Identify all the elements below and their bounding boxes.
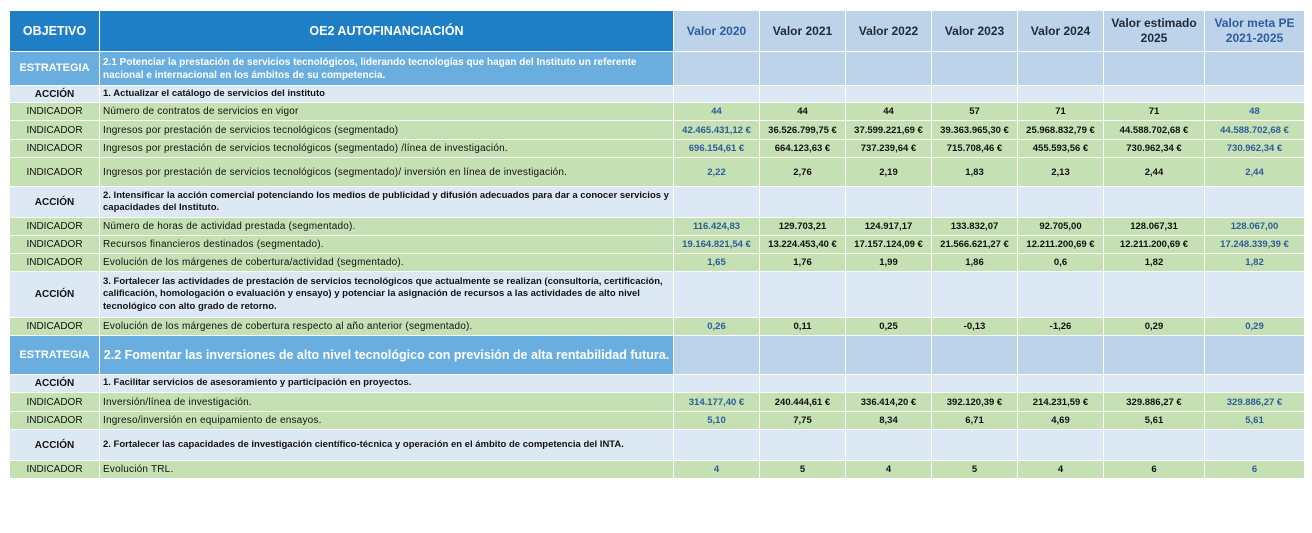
indicador-row bbox=[10, 461, 1305, 479]
indicator-value: 7,75 bbox=[760, 412, 846, 430]
indicator-value: 664.123,63 € bbox=[760, 140, 846, 158]
empty-cell bbox=[1205, 336, 1305, 375]
indicador-description: Ingresos por prestación de servicios tecnológicos (segmentado) bbox=[100, 121, 674, 140]
empty-cell bbox=[932, 430, 1018, 461]
indicador-label: INDICADOR bbox=[10, 461, 100, 479]
header-row bbox=[10, 11, 1305, 52]
indicator-value: 12.211.200,69 € bbox=[1018, 236, 1104, 254]
indicador-row bbox=[10, 254, 1305, 272]
indicator-value: 336.414,20 € bbox=[846, 393, 932, 412]
accion-row bbox=[10, 430, 1305, 461]
indicator-value: 25.968.832,79 € bbox=[1018, 121, 1104, 140]
indicator-value: 329.886,27 € bbox=[1104, 393, 1205, 412]
indicator-value: 5,10 bbox=[674, 412, 760, 430]
indicator-value: 36.526.799,75 € bbox=[760, 121, 846, 140]
indicator-value: 19.164.821,54 € bbox=[674, 236, 760, 254]
empty-cell bbox=[846, 86, 932, 103]
indicador-label: INDICADOR bbox=[10, 158, 100, 187]
indicator-value: 2,44 bbox=[1104, 158, 1205, 187]
indicador-row bbox=[10, 412, 1305, 430]
accion-label: ACCIÓN bbox=[10, 430, 100, 461]
indicator-value: 2,19 bbox=[846, 158, 932, 187]
empty-cell bbox=[932, 272, 1018, 318]
indicator-value: 2,22 bbox=[674, 158, 760, 187]
indicator-value: 39.363.965,30 € bbox=[932, 121, 1018, 140]
empty-cell bbox=[1205, 272, 1305, 318]
accion-row bbox=[10, 375, 1305, 393]
empty-cell bbox=[932, 52, 1018, 86]
empty-cell bbox=[760, 272, 846, 318]
empty-cell bbox=[674, 272, 760, 318]
indicator-value: 44 bbox=[674, 103, 760, 121]
empty-cell bbox=[1018, 187, 1104, 218]
indicator-value: 133.832,07 bbox=[932, 218, 1018, 236]
accion-description: 2. Fortalecer las capacidades de investigación científico-técnica y operación en el ámbito de competencia del INTA. bbox=[100, 430, 674, 461]
estrategia-description: 2.2 Fomentar las inversiones de alto nivel tecnológico con previsión de alta rentabilidad futura. bbox=[100, 336, 674, 375]
indicator-value: 4 bbox=[1018, 461, 1104, 479]
indicator-value: 44 bbox=[760, 103, 846, 121]
indicator-value: 71 bbox=[1018, 103, 1104, 121]
empty-cell bbox=[1018, 375, 1104, 393]
indicator-value: 1,82 bbox=[1104, 254, 1205, 272]
objectives-table-container bbox=[9, 10, 1305, 479]
indicator-value: -0,13 bbox=[932, 318, 1018, 336]
indicator-value: 730.962,34 € bbox=[1104, 140, 1205, 158]
empty-cell bbox=[760, 430, 846, 461]
indicator-value: 5,61 bbox=[1205, 412, 1305, 430]
indicator-value: 2,13 bbox=[1018, 158, 1104, 187]
empty-cell bbox=[1104, 336, 1205, 375]
indicator-value: 1,76 bbox=[760, 254, 846, 272]
indicator-value: 715.708,46 € bbox=[932, 140, 1018, 158]
header-year-2021: Valor 2021 bbox=[760, 11, 846, 52]
indicador-row bbox=[10, 140, 1305, 158]
empty-cell bbox=[760, 52, 846, 86]
indicator-value: 6 bbox=[1205, 461, 1305, 479]
indicator-value: 37.599.221,69 € bbox=[846, 121, 932, 140]
indicador-description: Evolución TRL. bbox=[100, 461, 674, 479]
indicator-value: 57 bbox=[932, 103, 1018, 121]
empty-cell bbox=[1104, 430, 1205, 461]
indicator-value: 116.424,83 bbox=[674, 218, 760, 236]
indicator-value: 5 bbox=[932, 461, 1018, 479]
empty-cell bbox=[674, 86, 760, 103]
header-year-2022: Valor 2022 bbox=[846, 11, 932, 52]
accion-row bbox=[10, 272, 1305, 318]
header-objetivo: OBJETIVO bbox=[10, 11, 100, 52]
objectives-table bbox=[9, 10, 1305, 479]
empty-cell bbox=[1104, 375, 1205, 393]
estrategia-label: ESTRATEGIA bbox=[10, 52, 100, 86]
indicator-value: -1,26 bbox=[1018, 318, 1104, 336]
indicator-value: 6 bbox=[1104, 461, 1205, 479]
indicator-value: 13.224.453,40 € bbox=[760, 236, 846, 254]
accion-row bbox=[10, 86, 1305, 103]
empty-cell bbox=[760, 187, 846, 218]
indicator-value: 8,34 bbox=[846, 412, 932, 430]
indicator-value: 129.703,21 bbox=[760, 218, 846, 236]
indicator-value: 4 bbox=[674, 461, 760, 479]
indicador-description: Número de horas de actividad prestada (segmentado). bbox=[100, 218, 674, 236]
indicator-value: 0,25 bbox=[846, 318, 932, 336]
indicator-value: 6,71 bbox=[932, 412, 1018, 430]
indicador-row bbox=[10, 121, 1305, 140]
indicator-value: 5,61 bbox=[1104, 412, 1205, 430]
indicator-value: 4,69 bbox=[1018, 412, 1104, 430]
indicador-label: INDICADOR bbox=[10, 121, 100, 140]
indicador-label: INDICADOR bbox=[10, 393, 100, 412]
header-title: OE2 AUTOFINANCIACIÓN bbox=[100, 11, 674, 52]
indicador-label: INDICADOR bbox=[10, 412, 100, 430]
indicador-row bbox=[10, 218, 1305, 236]
empty-cell bbox=[846, 375, 932, 393]
empty-cell bbox=[1205, 52, 1305, 86]
indicador-row bbox=[10, 393, 1305, 412]
header-year-2023: Valor 2023 bbox=[932, 11, 1018, 52]
indicator-value: 44.588.702,68 € bbox=[1104, 121, 1205, 140]
empty-cell bbox=[1104, 272, 1205, 318]
indicator-value: 214.231,59 € bbox=[1018, 393, 1104, 412]
indicador-label: INDICADOR bbox=[10, 103, 100, 121]
empty-cell bbox=[932, 187, 1018, 218]
empty-cell bbox=[932, 375, 1018, 393]
empty-cell bbox=[1018, 86, 1104, 103]
accion-description: 1. Facilitar servicios de asesoramiento y participación en proyectos. bbox=[100, 375, 674, 393]
empty-cell bbox=[760, 375, 846, 393]
empty-cell bbox=[674, 187, 760, 218]
empty-cell bbox=[932, 336, 1018, 375]
indicator-value: 44 bbox=[846, 103, 932, 121]
empty-cell bbox=[674, 430, 760, 461]
accion-description: 3. Fortalecer las actividades de prestación de servicios tecnológicos que actualmente se realizan (consultoría, certificación, calificación, homologación o evaluación y ensayo) y potenciar la asignación de recursos a las actividades de alto nivel tecnológico con alto grado de retorno. bbox=[100, 272, 674, 318]
empty-cell bbox=[674, 375, 760, 393]
indicador-description: Inversión/línea de investigación. bbox=[100, 393, 674, 412]
indicator-value: 2,76 bbox=[760, 158, 846, 187]
indicador-label: INDICADOR bbox=[10, 236, 100, 254]
indicator-value: 2,44 bbox=[1205, 158, 1305, 187]
indicator-value: 17.248.339,39 € bbox=[1205, 236, 1305, 254]
indicador-description: Número de contratos de servicios en vigor bbox=[100, 103, 674, 121]
empty-cell bbox=[1018, 336, 1104, 375]
empty-cell bbox=[1205, 86, 1305, 103]
indicator-value: 128.067,31 bbox=[1104, 218, 1205, 236]
indicador-description: Evolución de los márgenes de cobertura/actividad (segmentado). bbox=[100, 254, 674, 272]
empty-cell bbox=[846, 52, 932, 86]
indicator-value: 314.177,40 € bbox=[674, 393, 760, 412]
indicator-value: 1,65 bbox=[674, 254, 760, 272]
accion-description: 1. Actualizar el catálogo de servicios del instituto bbox=[100, 86, 674, 103]
indicator-value: 696.154,61 € bbox=[674, 140, 760, 158]
indicador-description: Ingresos por prestación de servicios tecnológicos (segmentado) /línea de investigación. bbox=[100, 140, 674, 158]
indicator-value: 329.886,27 € bbox=[1205, 393, 1305, 412]
accion-label: ACCIÓN bbox=[10, 272, 100, 318]
accion-label: ACCIÓN bbox=[10, 86, 100, 103]
indicator-value: 392.120,39 € bbox=[932, 393, 1018, 412]
indicador-label: INDICADOR bbox=[10, 318, 100, 336]
indicator-value: 0,29 bbox=[1205, 318, 1305, 336]
indicador-description: Evolución de los márgenes de cobertura respecto al año anterior (segmentado). bbox=[100, 318, 674, 336]
indicator-value: 0,26 bbox=[674, 318, 760, 336]
indicator-value: 1,82 bbox=[1205, 254, 1305, 272]
accion-description: 2. Intensificar la acción comercial potenciando los medios de publicidad y difusión adecuados para dar a conocer servicios y capacidades del Instituto. bbox=[100, 187, 674, 218]
estrategia-row bbox=[10, 336, 1305, 375]
indicator-value: 5 bbox=[760, 461, 846, 479]
estrategia-label: ESTRATEGIA bbox=[10, 336, 100, 375]
indicador-description: Ingresos por prestación de servicios tecnológicos (segmentado)/ inversión en línea de investigación. bbox=[100, 158, 674, 187]
empty-cell bbox=[1205, 375, 1305, 393]
indicador-row bbox=[10, 103, 1305, 121]
indicador-row bbox=[10, 158, 1305, 187]
empty-cell bbox=[1104, 187, 1205, 218]
indicator-value: 48 bbox=[1205, 103, 1305, 121]
indicador-description: Recursos financieros destinados (segmentado). bbox=[100, 236, 674, 254]
empty-cell bbox=[1018, 52, 1104, 86]
header-target-2021-2025: Valor meta PE 2021-2025 bbox=[1205, 11, 1305, 52]
empty-cell bbox=[846, 272, 932, 318]
indicator-value: 0,29 bbox=[1104, 318, 1205, 336]
indicator-value: 0,11 bbox=[760, 318, 846, 336]
empty-cell bbox=[760, 86, 846, 103]
empty-cell bbox=[846, 336, 932, 375]
indicator-value: 4 bbox=[846, 461, 932, 479]
empty-cell bbox=[1205, 187, 1305, 218]
indicador-row bbox=[10, 318, 1305, 336]
empty-cell bbox=[1104, 86, 1205, 103]
indicator-value: 240.444,61 € bbox=[760, 393, 846, 412]
empty-cell bbox=[1018, 430, 1104, 461]
indicator-value: 730.962,34 € bbox=[1205, 140, 1305, 158]
indicator-value: 71 bbox=[1104, 103, 1205, 121]
empty-cell bbox=[760, 336, 846, 375]
estrategia-description: 2.1 Potenciar la prestación de servicios tecnológicos, liderando tecnologías que hagan del Instituto un referente nacional e internacional en los ámbitos de su competencia. bbox=[100, 52, 674, 86]
empty-cell bbox=[932, 86, 1018, 103]
header-year-2020: Valor 2020 bbox=[674, 11, 760, 52]
indicador-label: INDICADOR bbox=[10, 254, 100, 272]
empty-cell bbox=[846, 430, 932, 461]
indicator-value: 128.067,00 bbox=[1205, 218, 1305, 236]
indicator-value: 0,6 bbox=[1018, 254, 1104, 272]
indicator-value: 92.705,00 bbox=[1018, 218, 1104, 236]
indicator-value: 737.239,64 € bbox=[846, 140, 932, 158]
indicator-value: 124.917,17 bbox=[846, 218, 932, 236]
indicator-value: 17.157.124,09 € bbox=[846, 236, 932, 254]
indicator-value: 44.588.702,68 € bbox=[1205, 121, 1305, 140]
header-year-2024: Valor 2024 bbox=[1018, 11, 1104, 52]
indicator-value: 21.566.621,27 € bbox=[932, 236, 1018, 254]
indicador-description: Ingreso/inversión en equipamiento de ensayos. bbox=[100, 412, 674, 430]
indicador-row bbox=[10, 236, 1305, 254]
accion-label: ACCIÓN bbox=[10, 375, 100, 393]
indicator-value: 42.465.431,12 € bbox=[674, 121, 760, 140]
empty-cell bbox=[846, 187, 932, 218]
empty-cell bbox=[1205, 430, 1305, 461]
indicador-label: INDICADOR bbox=[10, 218, 100, 236]
indicator-value: 12.211.200,69 € bbox=[1104, 236, 1205, 254]
estrategia-row bbox=[10, 52, 1305, 86]
empty-cell bbox=[674, 336, 760, 375]
indicator-value: 455.593,56 € bbox=[1018, 140, 1104, 158]
indicator-value: 1,99 bbox=[846, 254, 932, 272]
empty-cell bbox=[674, 52, 760, 86]
empty-cell bbox=[1018, 272, 1104, 318]
accion-label: ACCIÓN bbox=[10, 187, 100, 218]
indicator-value: 1,83 bbox=[932, 158, 1018, 187]
indicador-label: INDICADOR bbox=[10, 140, 100, 158]
indicator-value: 1,86 bbox=[932, 254, 1018, 272]
accion-row bbox=[10, 187, 1305, 218]
empty-cell bbox=[1104, 52, 1205, 86]
header-estimated-2025: Valor estimado 2025 bbox=[1104, 11, 1205, 52]
